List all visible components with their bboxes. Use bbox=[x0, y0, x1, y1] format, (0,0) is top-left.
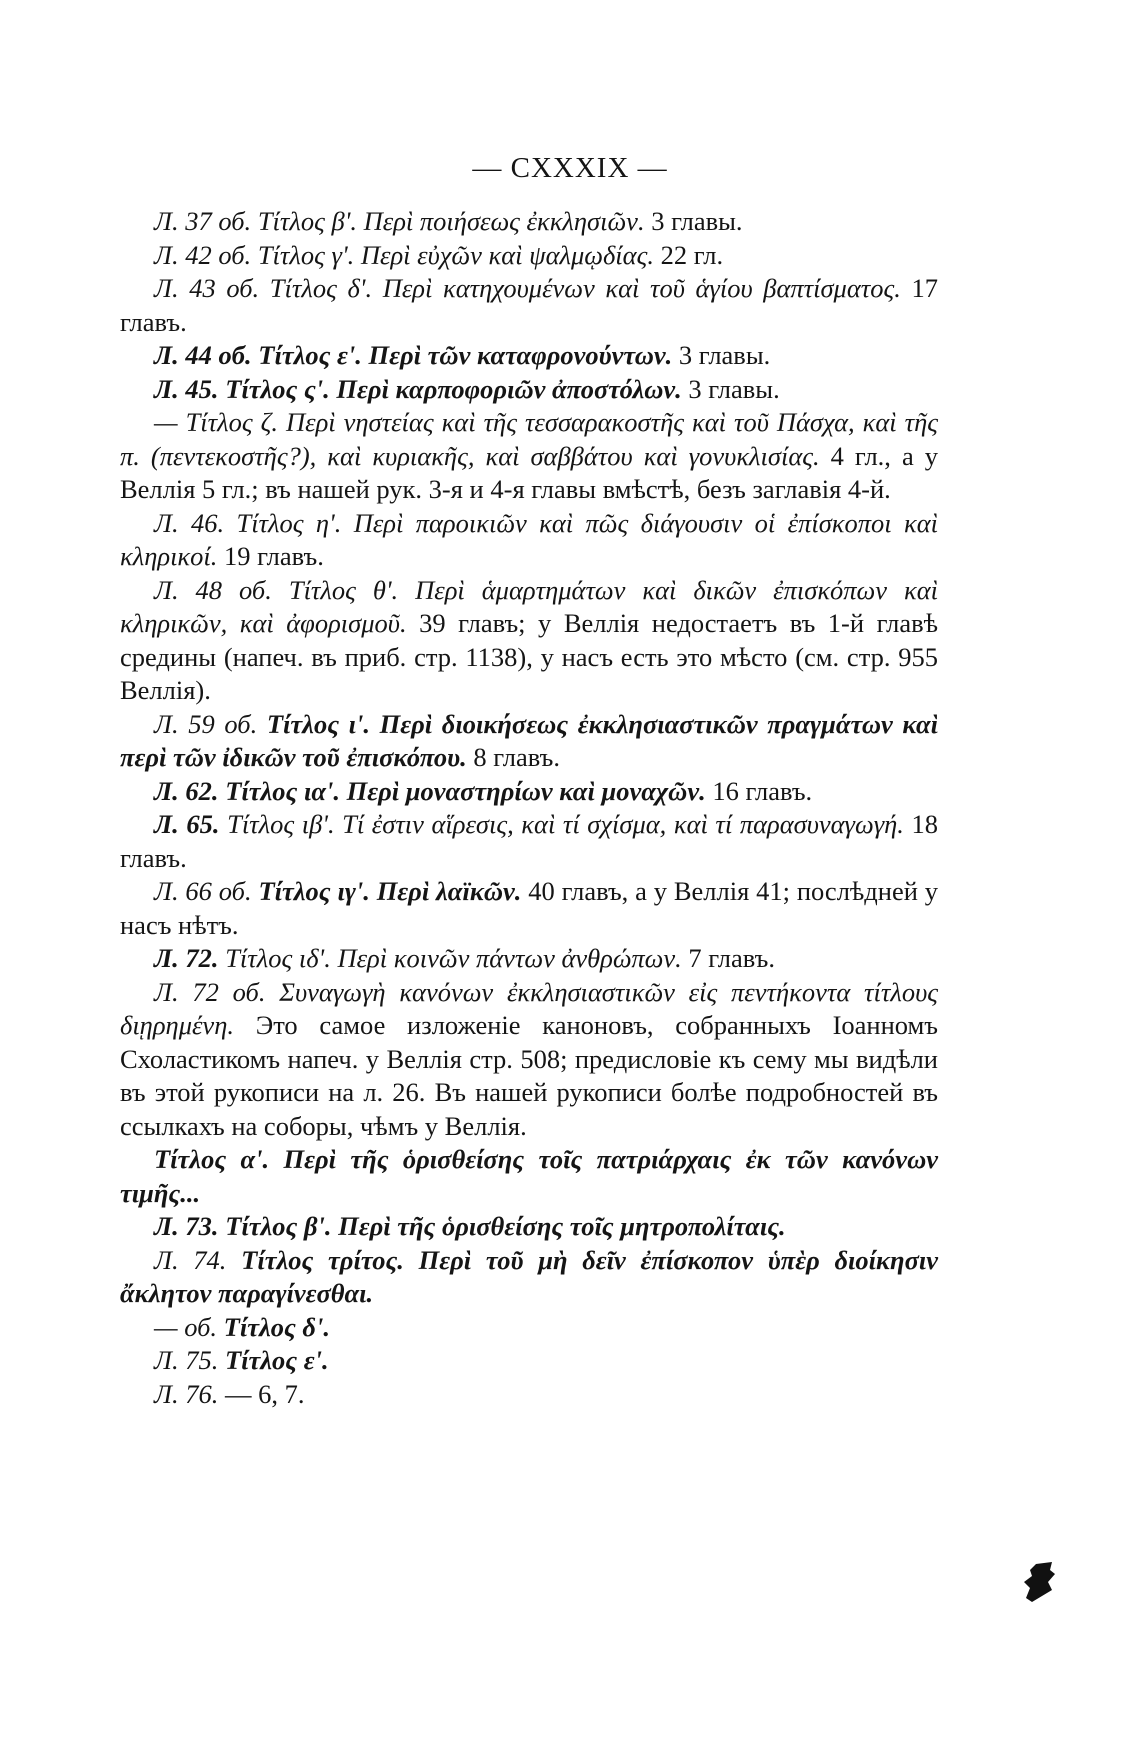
entry-paragraph bbox=[120, 406, 938, 507]
entry-note: 16 главъ. bbox=[712, 775, 813, 806]
leaf-reference: Л. 46. bbox=[154, 507, 225, 538]
entry-note: 4 гл., а у Веллія 5 гл.; въ нашей рук. 3-я и 4-я главы вмѣстѣ, безъ заглавія 4-й. bbox=[120, 440, 938, 504]
greek-title: Τίτλος ιβ'. Τί ἐστιν αἵρεσις, καὶ τί σχίσμα, καὶ τί παρασυναγωγή. bbox=[227, 809, 904, 839]
entry-note: 3 главы. bbox=[651, 206, 743, 236]
greek-title: Περὶ νηστείας καὶ τῆς τεσσαρακοστῆς καὶ τοῦ Πάσχα, καὶ τῆς π. (πεντεκοστῆς?), καὶ κυριακῆς, καὶ σαββάτου καὶ γονυκλισίας. bbox=[120, 407, 938, 471]
entry-note: 8 главъ. bbox=[473, 742, 560, 772]
leaf-reference: Л. 48 об. bbox=[154, 574, 272, 605]
ink-blot-mark bbox=[1022, 1560, 1056, 1604]
body-text bbox=[120, 205, 938, 1411]
greek-title: Τίτλος τρίτος. Περὶ τοῦ μὴ δεῖν ἐπίσκοπον ὑπὲρ διοίκησιν ἄκλητον παραγίνεσθαι. bbox=[120, 1244, 938, 1308]
leaf-reference: Л. 66 об. bbox=[154, 876, 252, 906]
entry-note: 19 главъ. bbox=[224, 541, 324, 571]
entry-paragraph bbox=[120, 976, 938, 1144]
leaf-reference: Л. 45. bbox=[154, 373, 219, 404]
greek-title: Τίτλος β'. Περὶ τῆς ὁρισθείσης τοῖς μητροπολίταις. bbox=[225, 1211, 786, 1241]
greek-title: Τίτλος β'. Περὶ ποιήσεως ἐκκλησιῶν. bbox=[257, 206, 645, 236]
greek-title: Τίτλος ε'. Περὶ τῶν καταφρονούντων. bbox=[258, 340, 673, 370]
entry-paragraph bbox=[120, 1210, 938, 1244]
entry-paragraph bbox=[120, 205, 938, 239]
entry-note: 18 главъ. bbox=[120, 809, 938, 873]
leaf-reference: Л. 75. bbox=[154, 1345, 219, 1375]
entry-note: 40 главъ, а у Веллія 41; послѣдней у насъ нѣтъ. bbox=[120, 876, 939, 940]
entry-paragraph bbox=[120, 239, 938, 273]
entry-note: 22 гл. bbox=[660, 239, 724, 270]
entry-paragraph bbox=[120, 1143, 938, 1210]
entry-note: Это самое изложеніе каноновъ, собранныхъ Іоанномъ Схоластикомъ напеч. у Веллія стр. 508; предисловіе къ сему мы видѣли въ этой рукописи на л. 26. Въ нашей рукописи болѣе подробностей въ ссылкахъ на соборы, чѣмъ у Веллія. bbox=[120, 1010, 938, 1141]
entry-note: 3 главы. bbox=[688, 373, 780, 404]
greek-title: Τίτλος ε'. bbox=[224, 1345, 329, 1375]
entry-paragraph bbox=[120, 1344, 938, 1378]
leaf-reference: Л. 73. bbox=[154, 1211, 219, 1241]
leaf-reference: Л. 72. bbox=[154, 943, 219, 973]
entry-paragraph bbox=[120, 373, 938, 407]
greek-title: Τίτλος η'. Περὶ παροικιῶν καὶ πῶς διάγουσιν οἱ ἐπίσκοποι καὶ κληρικοί. bbox=[120, 507, 938, 571]
greek-title: Τίτλος ς'. Περὶ καρποφοριῶν ἀποστόλων. bbox=[225, 373, 682, 404]
entry-paragraph bbox=[120, 272, 938, 339]
entry-paragraph bbox=[120, 808, 938, 875]
entry-note: 39 главъ; у Веллія недостаетъ въ 1-й главѣ средины (напеч. въ приб. стр. 1138), у насъ есть это мѣсто (см. стр. 955 Веллія). bbox=[120, 608, 938, 705]
entry-note: 3 главы. bbox=[678, 340, 771, 370]
greek-title: Τίτλος ι'. Περὶ διοικήσεως ἐκκλησιαστικῶν πραγμάτων καὶ περὶ τῶν ἰδικῶν τοῦ ἐπισκόπου. bbox=[120, 708, 938, 772]
leaf-reference: Л. 37 об. bbox=[154, 206, 252, 236]
greek-title: Τίτλος γ'. Περὶ εὐχῶν καὶ ψαλμῳδίας. bbox=[257, 239, 654, 270]
entry-paragraph bbox=[120, 339, 938, 373]
entry-paragraph bbox=[120, 574, 938, 708]
entry-paragraph bbox=[120, 708, 938, 775]
entry-paragraph bbox=[120, 875, 938, 942]
greek-title: Τίτλος ια'. Περὶ μοναστηρίων καὶ μοναχῶν. bbox=[225, 775, 706, 806]
leaf-reference: Л. 74. bbox=[154, 1244, 227, 1275]
leaf-reference: Л. 72 об. bbox=[154, 976, 266, 1007]
leaf-reference: — об. bbox=[154, 1311, 218, 1342]
entry-paragraph bbox=[120, 507, 938, 574]
leaf-reference: Л. 59 об. bbox=[154, 708, 258, 739]
entry-paragraph bbox=[120, 1311, 938, 1345]
leaf-reference: Л. 42 об. bbox=[154, 239, 252, 270]
leaf-reference: Л. 44 об. bbox=[154, 340, 252, 370]
entry-paragraph bbox=[120, 1378, 938, 1412]
greek-title: Συναγωγὴ κανόνων ἐκκλησιαστικῶν εἰς πεντήκοντα τίτλους διῃρημένη. bbox=[120, 976, 938, 1040]
greek-title: Τίτλος θ'. Περὶ ἁμαρτημάτων καὶ δικῶν ἐπισκόπων καὶ κληρικῶν, καὶ ἀφορισμοῦ. bbox=[120, 574, 938, 638]
entry-note: 17 главъ. bbox=[120, 273, 938, 337]
entry-note: — 6, 7. bbox=[224, 1378, 305, 1409]
entry-paragraph bbox=[120, 942, 938, 976]
leaf-reference: Л. 62. bbox=[154, 775, 219, 806]
leaf-reference: — Τίτλος ζ. bbox=[154, 407, 278, 437]
greek-title: Τίτλος δ'. Περὶ κατηχουμένων καὶ τοῦ ἁγίου βαπτίσματος. bbox=[269, 273, 901, 303]
entry-note: 7 главъ. bbox=[688, 943, 775, 973]
greek-title: Τίτλος ιδ'. Περὶ κοινῶν πάντων ἀνθρώπων. bbox=[225, 943, 682, 973]
leaf-reference: Л. 43 об. bbox=[154, 273, 260, 303]
page-number-header: — CXXXIX — bbox=[472, 152, 668, 184]
entry-paragraph bbox=[120, 1244, 938, 1311]
leaf-reference: Л. 65. bbox=[154, 809, 220, 839]
greek-title: Τίτλος α'. Περὶ τῆς ὁρισθείσης τοῖς πατριάρχαις ἐκ τῶν κανόνων τιμῆς... bbox=[120, 1144, 938, 1208]
entry-paragraph bbox=[120, 775, 938, 809]
greek-title: Τίτλος ιγ'. Περὶ λαϊκῶν. bbox=[258, 876, 522, 906]
greek-title: Τίτλος δ'. bbox=[223, 1311, 330, 1342]
leaf-reference: Л. 76. bbox=[154, 1378, 219, 1409]
